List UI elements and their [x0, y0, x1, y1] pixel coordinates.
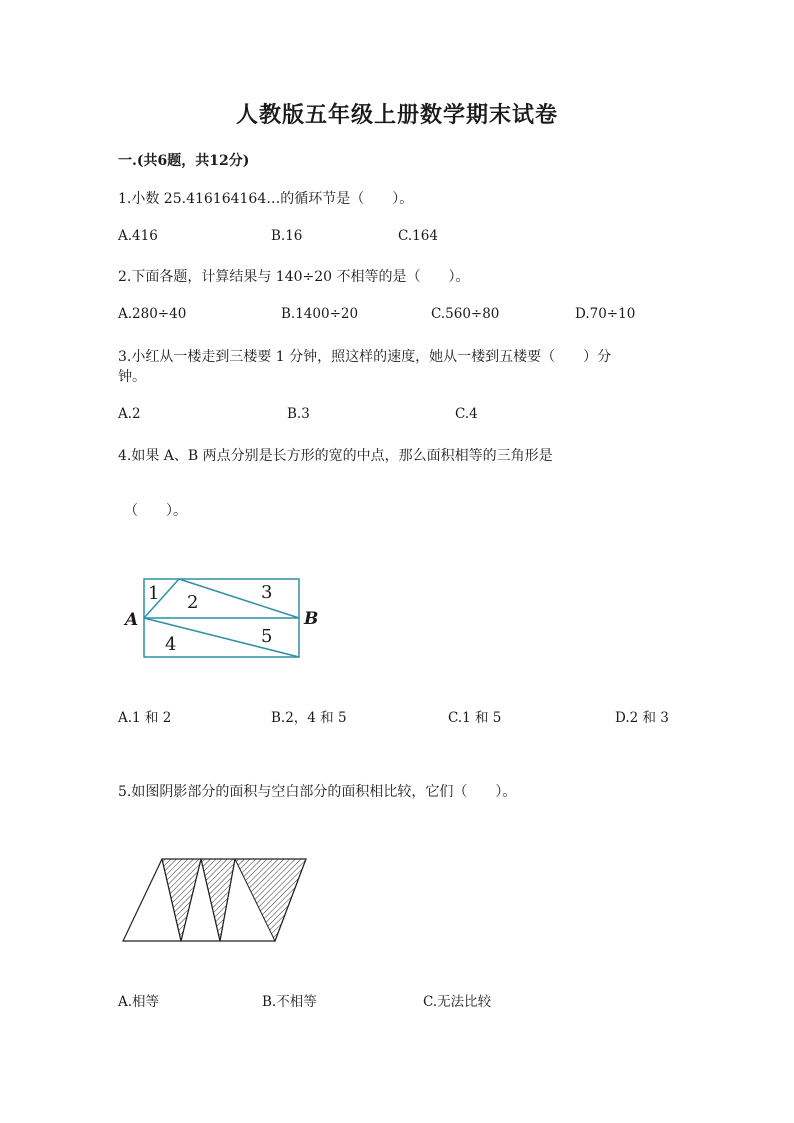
question-1-text: 1.小数 25.416164164…的循环节是（ ）。 — [118, 191, 414, 207]
section-heading: 一.(共6题，共12分) — [118, 153, 250, 169]
question-4-option-a[interactable]: A.1 和 2 — [118, 710, 172, 726]
question-2-option-c[interactable]: C.560÷80 — [431, 306, 500, 322]
region-4-label: 4 — [165, 634, 177, 655]
question-3-text-line2: 钟。 — [118, 369, 146, 385]
question-3-option-b[interactable]: B.3 — [287, 406, 310, 422]
question-4-option-b[interactable]: B.2，4 和 5 — [271, 710, 347, 726]
question-2-option-d[interactable]: D.70÷10 — [575, 306, 636, 322]
question-5-option-c[interactable]: C.无法比较 — [423, 994, 492, 1010]
region-1-label: 1 — [148, 583, 160, 604]
question-4-text-line2: （ ）。 — [124, 503, 187, 519]
question-5-option-a[interactable]: A.相等 — [118, 994, 160, 1010]
question-3-option-c[interactable]: C.4 — [455, 406, 478, 422]
question-5-option-b[interactable]: B.不相等 — [262, 994, 317, 1010]
question-1-option-c[interactable]: C.164 — [398, 228, 438, 244]
question-3-text-line1: 3.小红从一楼走到三楼要 1 分钟，照这样的速度，她从一楼到五楼要（ ）分 — [118, 349, 612, 365]
rectangle-triangles-figure — [120, 572, 330, 667]
point-a-label: A — [125, 610, 139, 630]
question-2-text: 2.下面各题，计算结果与 140÷20 不相等的是（ ）。 — [118, 269, 470, 285]
question-2-option-a[interactable]: A.280÷40 — [118, 306, 187, 322]
shaded-parallelogram-figure — [118, 855, 313, 947]
question-1-option-b[interactable]: B.16 — [271, 228, 303, 244]
region-3-label: 3 — [261, 582, 273, 603]
region-5-label: 5 — [261, 626, 273, 647]
question-3-option-a[interactable]: A.2 — [118, 406, 141, 422]
question-4-option-d[interactable]: D.2 和 3 — [615, 710, 669, 726]
region-2-label: 2 — [187, 592, 199, 613]
question-1-option-a[interactable]: A.416 — [118, 228, 158, 244]
point-b-label: B — [304, 609, 319, 629]
question-4-option-c[interactable]: C.1 和 5 — [448, 710, 502, 726]
question-5-text: 5.如图阴影部分的面积与空白部分的面积相比较，它们（ ）。 — [118, 784, 517, 800]
question-4-text-line1: 4.如果 A、B 两点分别是长方形的宽的中点，那么面积相等的三角形是 — [118, 448, 553, 464]
question-2-option-b[interactable]: B.1400÷20 — [281, 306, 359, 322]
page-title: 人教版五年级上册数学期末试卷 — [235, 102, 558, 128]
